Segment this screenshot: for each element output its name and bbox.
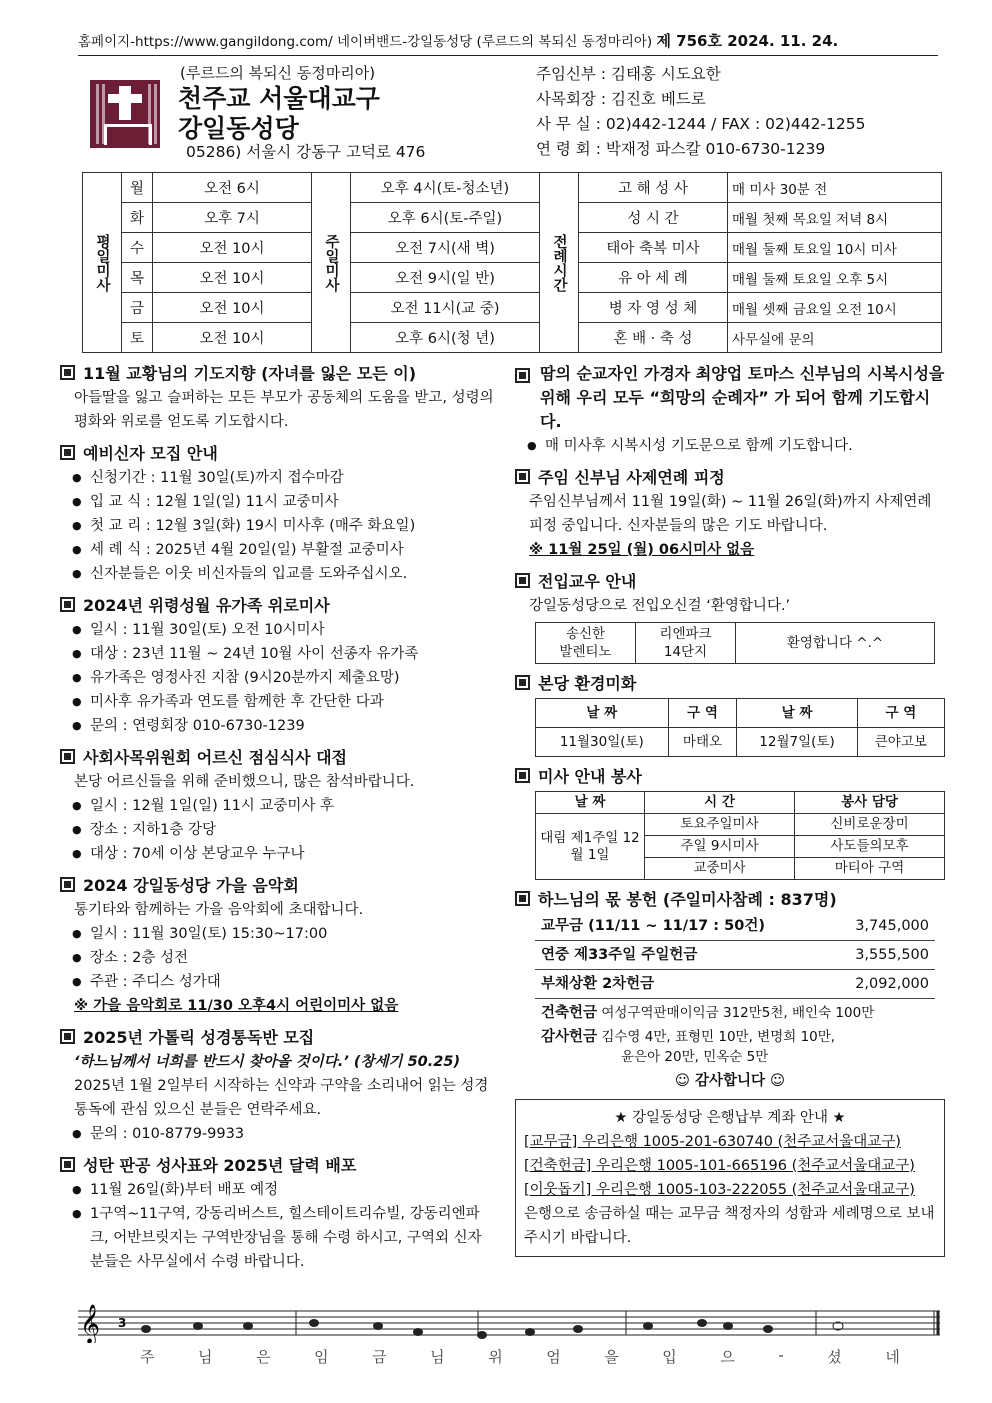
list-item: ● 장소 : 2층 성전: [90, 946, 495, 970]
section-body: 통기타와 함께하는 가을 음악회에 초대합니다.: [74, 902, 364, 918]
offering-row: [535, 912, 935, 941]
header-cell: 구 역: [668, 699, 737, 728]
lyric: 입: [662, 1348, 677, 1366]
table-cell: 11월30일(토): [536, 728, 669, 757]
mass-service-table: [535, 791, 945, 880]
sacrament-name: 혼 배 · 축 성: [579, 323, 728, 353]
list-item: ● 매 미사후 시복시성 기도문으로 함께 기도합니다.: [545, 434, 945, 458]
sunday-time: 오전 7시(새 벽): [351, 233, 540, 263]
section-title: 미사 안내 봉사: [538, 767, 642, 786]
section-body: 본당 어르신들을 위해 준비했으니, 많은 참석바랍니다.: [74, 774, 415, 790]
table-cell: 교중미사: [645, 858, 795, 880]
section-heading: [60, 1026, 495, 1050]
section-body: 주임신부님께서 11월 19일(화) ~ 11월 26일(화)까지 사제연례피정 중입니다. 신자분들의 많은 기도 바랍니다.: [529, 494, 932, 534]
list-item: ● 11월 26일(화)부터 배포 예정: [90, 1178, 495, 1202]
header-cell: 날 짜: [536, 699, 669, 728]
weekday-mass-label: 평일미사: [83, 173, 122, 353]
section-body: 2025년 1월 2일부터 시작하는 신약과 구약을 소리내어 읽는 성경통독에 관심 있으신 분들은 연락주세요.: [74, 1078, 489, 1118]
issue-number: 제 756호 2024. 11. 24.: [656, 32, 839, 50]
list-item: ● 주관 : 주디스 성가대: [90, 970, 495, 994]
list-item: ● 첫 교 리 : 12월 3일(화) 19시 미사후 (매주 화요일): [90, 514, 495, 538]
bullet-list: [60, 466, 495, 586]
section-title: 2024 강일동성당 가을 음악회: [83, 876, 299, 895]
day-cell: 화: [122, 203, 153, 233]
lyric: 금: [372, 1348, 387, 1366]
weekday-time: 오전 10시: [153, 233, 312, 263]
day-cell: 토: [122, 323, 153, 353]
sunday-time: 오후 6시(토-주일): [351, 203, 540, 233]
sacrament-note: 매월 둘째 토요일 10시 미사: [728, 233, 942, 263]
section-heading: [515, 362, 945, 434]
welcome-text: 환영합니다 ^.^: [736, 623, 935, 664]
newcomer-table: [535, 622, 935, 664]
list-item: ● 신청기간 : 11월 30일(토)까지 접수마감: [90, 466, 495, 490]
contacts: [536, 62, 866, 162]
weekday-time: 오후 7시: [153, 203, 312, 233]
cleaning-table: [535, 698, 945, 757]
offering-amount: 3,555,500: [855, 947, 929, 963]
section-title: 2025년 가톨릭 성경통독반 모집: [83, 1028, 315, 1047]
header-cell: 구 역: [857, 699, 944, 728]
table-cell: 토요주일미사: [645, 814, 795, 836]
thanks-fund: [535, 1027, 935, 1067]
sacrament-note: 매월 셋째 금요일 오전 10시: [728, 293, 942, 323]
section-title: 11월 교황님의 기도지향 (자녀를 잃은 모든 이): [83, 364, 417, 383]
sunday-mass-label: 주일미사: [312, 173, 351, 353]
newcomer-area: [636, 623, 736, 664]
mass-schedule-table: [82, 172, 942, 353]
bullet-list: [60, 1122, 495, 1146]
sacrament-name: 병 자 영 성 체: [579, 293, 728, 323]
table-cell: 주일 9시미사: [645, 836, 795, 858]
section-title: 하느님의 몫 봉헌 (주일미사참례 : 837명): [538, 890, 837, 909]
list-item: ● 신자분들은 이웃 비신자들의 입교를 도와주십시오.: [90, 562, 495, 586]
section-title: 예비신자 모집 안내: [83, 444, 218, 463]
lyric: 주: [140, 1348, 155, 1366]
section-heading: [60, 746, 495, 770]
sacrament-name: 고 해 성 사: [579, 173, 728, 203]
time-signature: 3: [118, 1316, 127, 1330]
homepage-text: 홈페이지-https://www.gangildong.com/ 네이버밴드-강일동성당 (루르드의 복되신 동정마리아): [78, 34, 653, 50]
left-column: [60, 362, 495, 1274]
bank-line: [교무금] 우리은행 1005-201-630740 (천주교서울대교구): [524, 1134, 901, 1150]
section-title: 2024년 위령성월 유가족 위로미사: [83, 596, 330, 615]
bank-line: [건축헌금] 우리은행 1005-101-665196 (천주교서울대교구): [524, 1158, 915, 1174]
lyric: 엄: [546, 1348, 561, 1366]
list-item: ● 입 교 식 : 12월 1일(일) 11시 교중미사: [90, 490, 495, 514]
lyric: 으: [720, 1348, 735, 1366]
bullet-list: [60, 618, 495, 738]
list-item: ● 미사후 유가족과 연도를 함께한 후 간단한 다과: [90, 690, 495, 714]
thanks-label: 감사헌금: [541, 1029, 598, 1045]
offering-label: 교무금 (11/11 ~ 11/17 : 50건): [541, 918, 765, 934]
bullet-list: [60, 922, 495, 994]
lyric: 님: [198, 1348, 213, 1366]
thank-you-text: ☺ 감사합니다 ☺: [674, 1073, 786, 1089]
table-cell: 신비로운장미: [795, 814, 945, 836]
offering-row: [535, 970, 935, 999]
bullet-list: [60, 1178, 495, 1274]
section-body: 강일동성당으로 전입오신걸 ‘환영합니다.’: [529, 598, 791, 614]
bullet-list: [60, 794, 495, 866]
weekday-time: 오전 10시: [153, 293, 312, 323]
building-label: 건축헌금: [541, 1005, 598, 1021]
section-title: 사회사목위원회 어르신 점심식사 대접: [83, 748, 348, 767]
church-address: 05286) 서울시 강동구 고덕로 476: [186, 143, 426, 161]
day-cell: 목: [122, 263, 153, 293]
bank-title: ★ 강일동성당 은행납부 계좌 안내 ★: [614, 1110, 846, 1126]
offering-label: 연중 제33주일 주일헌금: [541, 947, 698, 963]
weekday-time: 오전 6시: [153, 173, 312, 203]
contact-line: 사목회장 : 김진호 베드로: [536, 90, 706, 108]
section-heading: [60, 442, 495, 466]
bullet-list: [515, 434, 945, 458]
section-title: 땀의 순교자인 가경자 최양업 토마스 신부님의 시복시성을 위해 우리 모두 “희망의 순례자” 가 되어 함께 기도합시다.: [540, 364, 945, 431]
section-title: 성탄 판공 성사표와 2025년 달력 배포: [83, 1156, 357, 1175]
retreat-note: ※ 11월 25일 (월) 06시미사 없음: [529, 542, 755, 558]
contact-line: 사 무 실 : 02)442-1244 / FAX : 02)442-1255: [536, 115, 866, 133]
treble-clef: 𝄞: [80, 1304, 101, 1343]
header-cell: 날 짜: [536, 792, 645, 814]
list-item: ● 장소 : 지하1층 강당: [90, 818, 495, 842]
table-cell: 마태오: [668, 728, 737, 757]
right-column: [515, 362, 945, 1257]
list-item: ● 대상 : 70세 이상 본당교우 누구나: [90, 842, 495, 866]
lyric: 셨: [827, 1348, 842, 1366]
list-item: ● 일시 : 12월 1일(일) 11시 교중미사 후: [90, 794, 495, 818]
list-item: ● 문의 : 연령회장 010-6730-1239: [90, 714, 495, 738]
offering-list: [535, 912, 935, 1067]
area-line: 14단지: [663, 644, 708, 660]
table-cell: 마티아 구역: [795, 858, 945, 880]
header-cell: 봉사 담당: [795, 792, 945, 814]
section-heading: [60, 362, 495, 386]
list-item: ● 대상 : 23년 11월 ~ 24년 10월 사이 선종자 유가족: [90, 642, 495, 666]
section-heading: [515, 466, 945, 490]
offering-label: 부채상환 2차헌금: [541, 976, 655, 992]
sunday-time: 오후 4시(토-청소년): [351, 173, 540, 203]
service-date: 대림 제1주일 12월 1일: [536, 814, 645, 880]
list-item: ● 일시 : 11월 30일(토) 15:30~17:00: [90, 922, 495, 946]
list-item: ● 세 례 식 : 2025년 4월 20일(일) 부활절 교중미사: [90, 538, 495, 562]
name-line: 송신한: [565, 626, 606, 642]
list-item: ● 일시 : 11월 30일(토) 오전 10시미사: [90, 618, 495, 642]
top-header-line: [78, 30, 938, 56]
church-subtitle: (루르드의 복되신 동정마리아): [180, 64, 376, 82]
bank-note: 은행으로 송금하실 때는 교무금 책정자의 성함과 세례명으로 보내주시기 바랍니다.: [524, 1206, 935, 1246]
thanks-text: 김수영 4만, 표형민 10만, 변명희 10만,: [601, 1029, 836, 1045]
sacrament-note: 매월 첫째 목요일 저녁 8시: [728, 203, 942, 233]
parish-name: 강일동성당: [178, 114, 299, 143]
thanks-text: 윤은아 20만, 민옥순 5만: [621, 1049, 769, 1065]
lyric: 임: [314, 1348, 329, 1366]
church-title: [178, 84, 380, 144]
day-cell: 월: [122, 173, 153, 203]
sacrament-note: 매월 둘째 토요일 오후 5시: [728, 263, 942, 293]
offering-row: [535, 941, 935, 970]
section-heading: [60, 594, 495, 618]
sacrament-name: 태아 축복 미사: [579, 233, 728, 263]
baptism-name: 발렌티노: [559, 644, 612, 660]
concert-note: ※ 가을 음악회로 11/30 오후4시 어린이미사 없음: [74, 998, 399, 1014]
day-cell: 금: [122, 293, 153, 323]
header-cell: 날 짜: [737, 699, 857, 728]
weekday-time: 오전 10시: [153, 263, 312, 293]
lyric: 네: [885, 1348, 900, 1366]
music-staff: [78, 1303, 944, 1343]
table-cell: 큰야고보: [857, 728, 944, 757]
building-text: 여성구역판매이익금 312만5천, 배인숙 100만: [601, 1005, 875, 1021]
section-body: 아들딸을 잃고 슬퍼하는 모든 부모가 공동체의 도움을 받고, 성령의 평화와 위로를 얻도록 기도합시다.: [74, 390, 494, 430]
heading-box: [515, 368, 530, 383]
lyric: 은: [256, 1348, 271, 1366]
lyric: -: [778, 1346, 784, 1364]
sacrament-name: 유 아 세 례: [579, 263, 728, 293]
offering-amount: 3,745,000: [855, 918, 929, 934]
header-cell: 시 간: [645, 792, 795, 814]
section-heading: [515, 570, 945, 594]
list-item: ● 유가족은 영정사진 지참 (9시20분까지 제출요망): [90, 666, 495, 690]
table-cell: 사도들의모후: [795, 836, 945, 858]
section-heading: [60, 874, 495, 898]
section-title: 주임 신부님 사제연례 피정: [538, 468, 725, 487]
day-cell: 수: [122, 233, 153, 263]
section-title: 본당 환경미화: [538, 674, 637, 693]
lyric: 위: [488, 1348, 503, 1366]
liturgy-label: 전례시간: [540, 173, 579, 353]
hymn-lyrics: [140, 1346, 900, 1367]
lyric: 을: [604, 1348, 619, 1366]
sacrament-note: 사무실에 문의: [728, 323, 942, 353]
newcomer-name: [536, 623, 636, 664]
church-logo: [90, 80, 160, 148]
diocese-name: 천주교 서울대교구: [178, 84, 380, 113]
lyric: 님: [430, 1348, 445, 1366]
area-line: 리엔파크: [659, 626, 712, 642]
contact-line: 연 령 회 : 박재정 파스칼 010-6730-1239: [536, 140, 826, 158]
section-heading: [515, 672, 945, 696]
section-title: 전입교우 안내: [538, 572, 637, 591]
list-item: ● 문의 : 010-8779-9933: [90, 1122, 495, 1146]
section-heading: [515, 888, 945, 912]
bank-account-box: [515, 1099, 945, 1257]
building-fund: [535, 999, 935, 1027]
list-item: ● 1구역~11구역, 강동리버스트, 힐스테이트리슈빌, 강동리엔파크, 어반브릿지는 구역반장님을 통해 수령 하시고, 구역외 신자분들은 사무실에서 수령 바랍니다.: [90, 1202, 495, 1274]
contact-line: 주임신부 : 김태홍 시도요한: [536, 65, 721, 83]
section-heading: [60, 1154, 495, 1178]
section-heading: [515, 765, 945, 789]
table-cell: 12월7일(토): [737, 728, 857, 757]
sunday-time: 오전 11시(교 중): [351, 293, 540, 323]
weekday-time: 오전 10시: [153, 323, 312, 353]
sacrament-name: 성 시 간: [579, 203, 728, 233]
sacrament-note: 매 미사 30분 전: [728, 173, 942, 203]
bank-line: [이웃돕기] 우리은행 1005-103-222055 (천주교서울대교구): [524, 1182, 915, 1198]
offering-amount: 2,092,000: [855, 976, 929, 992]
sunday-time: 오후 6시(청 년): [351, 323, 540, 353]
bible-quote: ‘하느님께서 너희를 반드시 찾아올 것이다.’ (창세기 50.25): [74, 1054, 461, 1070]
sunday-time: 오전 9시(일 반): [351, 263, 540, 293]
